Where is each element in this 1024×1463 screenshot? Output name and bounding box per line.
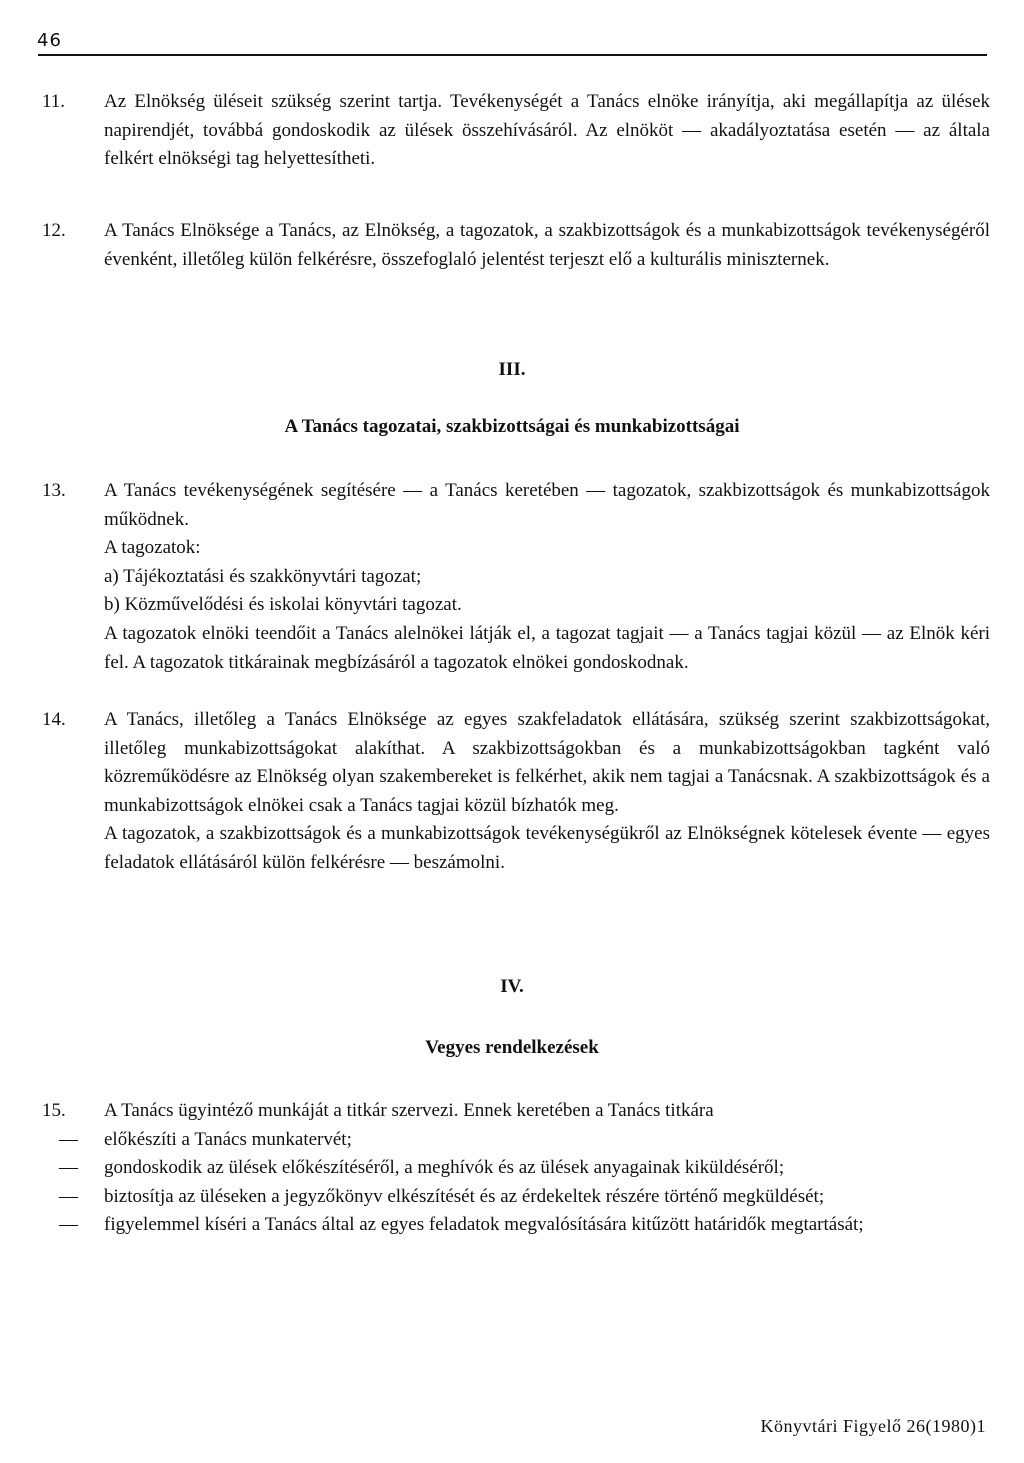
section-3-title: A Tanács tagozatai, szakbizottságai és munkabizottságai <box>284 416 740 437</box>
paragraph-number: 11. <box>42 91 66 112</box>
section-4-number: IV. <box>500 976 524 997</box>
header-rule <box>38 54 987 56</box>
section-3-number: III. <box>498 359 526 380</box>
dash-bullet: — <box>59 1185 78 1207</box>
paragraph-text: A Tanács ügyintéző munkáját a titkár szervezi. Ennek keretében a Tanács titkára <box>104 1100 714 1121</box>
paragraph-number: 14. <box>42 709 66 730</box>
list-item <box>59 1126 990 1155</box>
paragraph-15 <box>42 1097 990 1240</box>
list-item <box>59 1154 990 1183</box>
paragraph-number: 15. <box>42 1100 66 1121</box>
list-item: b) Közművelődési és iskolai könyvtári tagozat. <box>104 594 462 616</box>
paragraph-12 <box>42 217 990 274</box>
paragraph-text: A tagozatok: <box>104 537 201 559</box>
paragraph-text: A Tanács tevékenységének segítésére — a Tanács keretében — tagozatok, szakbizottságok és munkabizottságok működnek. <box>104 480 990 530</box>
paragraph-text: A tagozatok elnöki teendőit a Tanács alelnökei látják el, a tagozat tagjait — a Tanács tagjai közül — az Elnök kéri fel. A tagozatok titkárainak megbízásáról a tagozatok elnökei gondoskodnak. <box>104 622 990 673</box>
paragraph-11 <box>42 88 990 174</box>
dash-bullet: — <box>59 1128 78 1150</box>
list-item <box>59 1183 990 1212</box>
section-4-title: Vegyes rendelkezések <box>425 1037 599 1058</box>
paragraph-13 <box>42 477 990 677</box>
paragraph-text: Az Elnökség üléseit szükség szerint tartja. Tevékenységét a Tanács elnöke irányítja, aki megállapítja az ülések napirendjét, továbbá gondoskodik az ülések összehívásáról. Az elnököt — akadályoztatása esetén — az általa felkért elnökségi tag helyettesítheti. <box>104 91 990 170</box>
paragraph-number: 12. <box>42 220 66 241</box>
paragraph-14 <box>42 706 990 878</box>
task-list <box>59 1126 990 1240</box>
journal-citation: Könyvtári Figyelő 26(1980)1 <box>760 1416 986 1436</box>
paragraph-text: A Tanács, illetőleg a Tanács Elnöksége az egyes szakfeladatok ellátására, szükség szerint szakbizottságokat, illetőleg munkabizottságokat alakíthat. A szakbizottságokban és a munkabizottságokban tagként való közreműködésre az Elnökség olyan szakembereket is felkérhet, akik nem tagjai a Tanácsnak. A szakbizottságok és a munkabizottságok elnökei csak a Tanács tagjai közül bízhatók meg. <box>104 709 990 816</box>
paragraph-text: A tagozatok, a szakbizottságok és a munkabizottságok tevékenységükről az Elnökségnek kötelesek évente — egyes feladatok ellátásáról külön felkérésre — beszámolni. <box>104 823 990 873</box>
page-number: 46 <box>37 30 62 51</box>
list-item-text: előkészíti a Tanács munkatervét; <box>104 1128 352 1150</box>
list-item-text: biztosítja az üléseken a jegyzőkönyv elkészítését és az érdekeltek részére történő megküldését; <box>104 1185 825 1207</box>
list-item: a) Tájékoztatási és szakkönyvtári tagozat; <box>104 565 422 587</box>
list-item-text: gondoskodik az ülések előkészítéséről, a meghívók és az ülések anyagainak kiküldéséről; <box>104 1157 785 1179</box>
paragraph-text: A Tanács Elnöksége a Tanács, az Elnökség, a tagozatok, a szakbizottságok és a munkabizottságok tevékenységéről évenként, illetőleg külön felkérésre, összefoglaló jelentést terjeszt elő a kulturális miniszternek. <box>104 220 990 270</box>
paragraph-number: 13. <box>42 480 66 501</box>
dash-bullet: — <box>59 1214 78 1236</box>
list-item-text: figyelemmel kíséri a Tanács által az egyes feladatok megvalósítására kitűzött határidők megtartását; <box>104 1214 864 1236</box>
dash-bullet: — <box>59 1157 78 1179</box>
list-item <box>59 1211 990 1240</box>
